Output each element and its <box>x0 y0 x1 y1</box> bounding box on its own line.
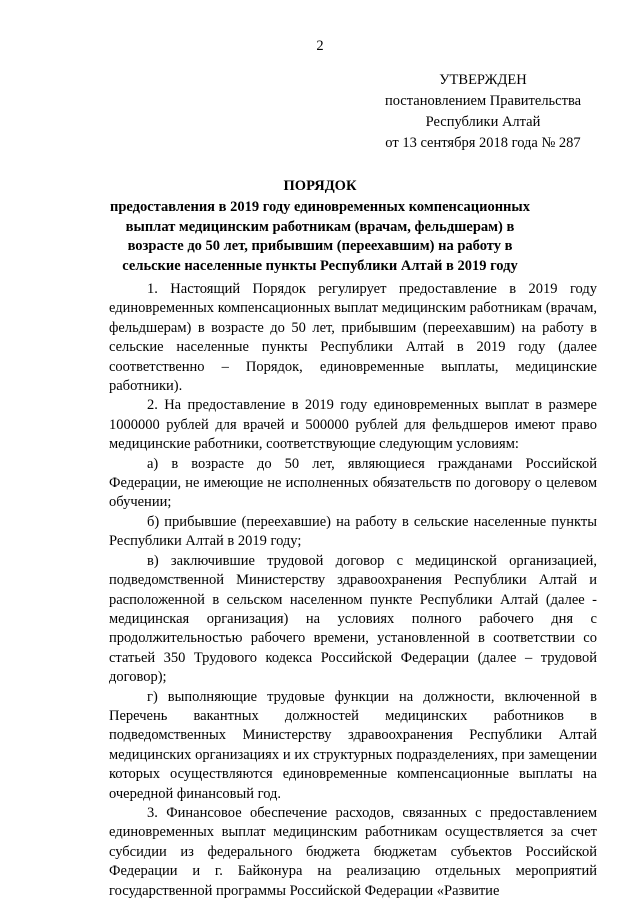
approval-date: от 13 сентября 2018 года № 287 <box>385 135 581 151</box>
paragraph-1: 1. Настоящий Порядок регулирует предоставление в 2019 году единовременных компенсационных выплат медицинским работникам (врачам, фельдшерам) в возрасте до 50 лет, прибывшим (переехавшим) на работу в сельские населенные пункты Республики Алтай в 2019 году (далее соответственно – Порядок, единовременные выплаты, медицинские работники). <box>109 281 597 395</box>
approval-heading: УТВЕРЖДЕН <box>439 72 527 88</box>
document-body <box>109 280 597 901</box>
approval-block <box>368 70 598 154</box>
paragraph-2a: а) в возрасте до 50 лет, являющиеся гражданами Российской Федерации, не имеющие не исполненных обязательств по договору о целевом обучении; <box>109 455 597 511</box>
approval-republic: Республики Алтай <box>425 114 541 130</box>
paragraph-2b: б) прибывшие (переехавшие) на работу в сельские населенные пункты Республики Алтай в 2019 году; <box>109 513 597 550</box>
document-title: ПОРЯДОК <box>283 178 357 194</box>
approval-resolution: постановлением Правительства <box>384 93 582 109</box>
paragraph-2v: в) заключившие трудовой договор с медицинской организацией, подведомственной Министерству здравоохранения Республики Алтай и расположенной в сельском населенном пункте Республики Алтай (далее - медицинская организация) на условиях полного рабочего дня с продолжительностью рабочего времени, установленной в соответствии со статьей 350 Трудового кодекса Российской Федерации (далее – трудовой договор); <box>109 552 597 686</box>
paragraph-2: 2. На предоставление в 2019 году единовременных выплат в размере 1000000 рублей для врачей и 500000 рублей для фельдшеров имеют право медицинские работники, соответствующие следующим условиям: <box>109 397 597 453</box>
paragraph-2g: г) выполняющие трудовые функции на должности, включенной в Перечень вакантных должностей медицинских работников в подведомственных Министерству здравоохранения Республики Алтай медицинских организациях и их структурных подразделениях, при замещении которых осуществляются единовременные компенсационные выплаты на очередной финансовый год. <box>109 688 597 802</box>
page-number: 2 <box>316 38 324 54</box>
paragraph-3: 3. Финансовое обеспечение расходов, связанных с предоставлением единовременных выплат медицинским работникам осуществляется за счет субсидии из федерального бюджета бюджетам субъектов Российской Федерации и г. Байконура на реализацию отдельных мероприятий государственной программы Российской Федерации «Развитие <box>109 804 597 899</box>
document-subtitle: предоставления в 2019 году единовременных компенсационных выплат медицинским работникам (врачам, фельдшерам) в возрасте до 50 лет, прибывшим (переехавшим) на работу в сельские населенные пункты Республики Алтай в 2019 году <box>110 199 530 274</box>
